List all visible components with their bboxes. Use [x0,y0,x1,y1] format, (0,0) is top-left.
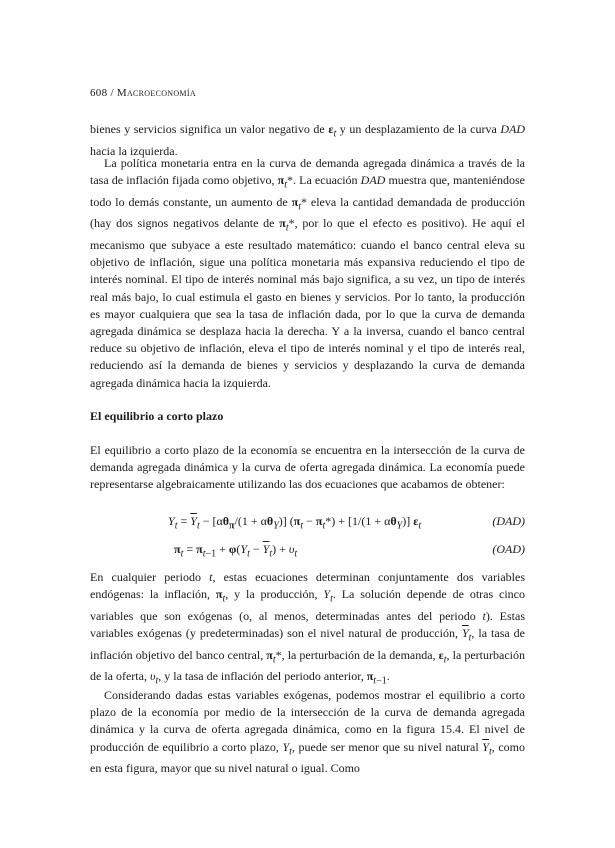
paragraph-4: En cualquier periodo t, estas ecuaciones determinan conjuntamente dos variables endógenas: la inflación, $\pi_t$, y la producción, $Y_t$. La solución depende de otras cinco variables que son exógenas (o, al menos, determinadas antes del periodo t). Estas variables exógenas (y predeterminadas) son el nivel natural de producción, $\overline{Y}_t$, la tasa de inflación objetivo del banco central, $\pi_t*$, la perturbación de la demanda, $\varepsilon_t$, la perturbación de la oferta, $\upsilon_t$, y la tasa de inflación del periodo anterior, $\pi_{t-1}$. [90,570,526,687]
page-number: 608 [90,87,108,99]
book-title: Macroeconomía [116,87,196,99]
equation-oad-expression: $\pi_t = \pi_{t-1} + \varphi(Y_t - \overline{Y}_t) + \upsilon_t$ [174,542,298,560]
paragraph-2: La política monetaria entra en la curva de demanda agregada dinámica a través de la tasa de inflación fijada como objetivo, $\pi_t*$. La ecuación DAD muestra que, manteniéndose todo lo demás constante, un aumento de $\pi_t*$ eleva la cantidad demandada de producción (hay dos signos negativos delante de $\pi_t*$, por lo que el efecto es positivo). He aquí el mecanismo que subyace a este resultado matemático: cuando el banco central eleva su objetivo de inflación, sigue una política monetaria más expansiva reduciendo el tipo de interés nominal. El tipo de interés nominal más bajo significa, a su vez, un tipo de interés real más bajo, lo cual estimula el gasto en bienes y servicios. Por lo tanto, la producción es mayor cualquiera que sea la tasa de inflación dada, por lo que la curva de demanda agregada dinámica se desplaza hacia la derecha. Y a la inversa, cuando el banco central reduce su objetivo de inflación, eleva el tipo de interés nominal y el tipo de interés real, reduciendo así la demanda de bienes y servicios y desplazando la curva de demanda agregada dinámica hacia la izquierda. [90,156,525,390]
paragraph-5: Considerando dadas estas variables exógenas, podemos mostrar el equilibrio a corto plazo de la economía por medio de la intersección de la curva de demanda agregada dinámica y la curva de oferta agregada dinámica, como en la figura 15.4. El nivel de producción de equilibrio a corto plazo, $Y_t$, puede ser menor que su nivel natural $\overline{Y}_t$, como en esta figura, mayor que su nivel natural o igual. Como [90,688,525,776]
equation-dad [90,514,525,532]
section-heading: El equilibrio a corto plazo [90,409,224,423]
paragraph-3: El equilibrio a corto plazo de la economía se encuentra en la intersección de la curva de demanda agregada dinámica y la curva de oferta agregada dinámica. La economía puede representarse algebraicamente utilizando las dos ecuaciones que acabamos de obtener: [90,443,525,492]
equation-oad-tag: (OAD) [492,542,525,556]
equation-oad [90,542,525,560]
header-separator: / [107,87,117,99]
equation-dad-tag: (DAD) [492,514,525,528]
paragraph-1: bienes y servicios significa un valor negativo de $\varepsilon_t$ y un desplazamiento de la curva DAD hacia la izquierda. [90,122,525,158]
equation-dad-expression: $Y_t = \overline{Y}_t - [\alpha\theta_\pi/(1 + \alpha\theta_Y)] (\pi_t - \pi_t*) + [1/(1 + \alpha\theta_Y)]$ $\varepsilon_t$ [168,514,422,532]
running-head [90,87,196,99]
